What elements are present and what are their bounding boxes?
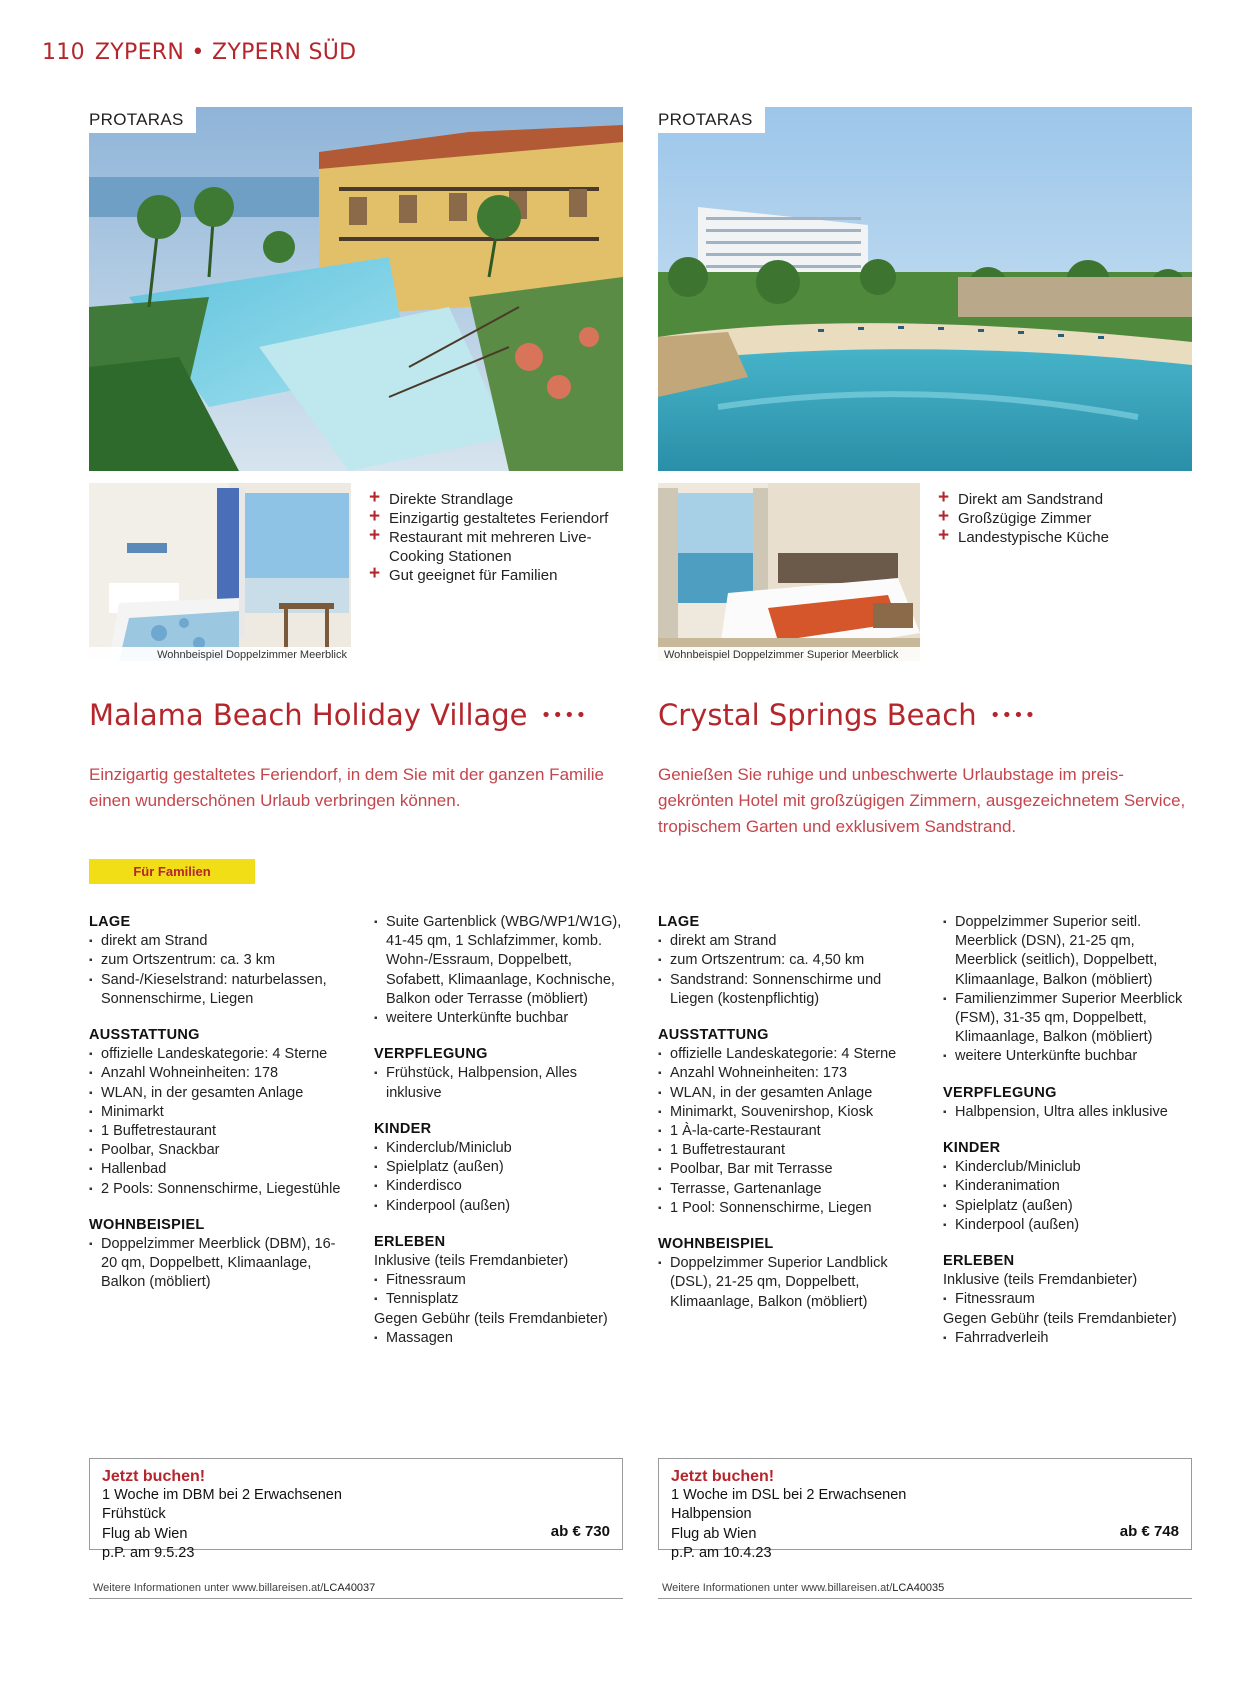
booking-line: Frühstück	[102, 1506, 166, 1523]
section-title: KINDER	[374, 1120, 432, 1137]
booking-box[interactable]	[89, 1458, 623, 1561]
list-item: ▪ Kinderclub/Miniclub	[943, 1158, 1198, 1177]
section-title: ERLEBEN	[943, 1253, 1015, 1270]
hotel-name	[89, 698, 587, 732]
booking-line: 1 Woche im DBM bei 2 Erwachsenen	[102, 1487, 342, 1504]
price: ab € 730	[550, 1522, 610, 1540]
list-item: ▪ Minimarkt, Souvenirshop, Kiosk	[658, 1103, 920, 1122]
page-number: 110	[42, 40, 85, 65]
highlights-list	[938, 490, 1198, 547]
section-title: LAGE	[658, 914, 700, 930]
list-item: ▪ Halbpension, Ultra alles inklusive	[943, 1103, 1198, 1122]
section-wohnbeispiel-cont	[943, 913, 1198, 1067]
room-photo	[89, 483, 351, 661]
list-item: ▪ zum Ortszentrum: ca. 3 km	[89, 951, 351, 970]
list-item: ▪ Suite Gartenblick (WBG/WP1/W1G), 41-45 qm, 1 Schlafzimmer, komb. Wohn-/Essraum, Doppelbett, Sofabett, Klimaanlage, Kochnische, Balkon oder Terrasse (möbliert)	[374, 913, 629, 1009]
list-item: ▪ Kinderanimation	[943, 1177, 1198, 1196]
list-item: ▪ weitere Unterkünfte buchbar	[943, 1047, 1198, 1066]
list-item: ▪ 1 À-la-carte-Restaurant	[658, 1122, 920, 1141]
list-item: ▪ Sandstrand: Sonnenschirme und Liegen (kostenpflichtig)	[658, 971, 920, 1009]
highlights-list	[369, 490, 629, 585]
more-info-line	[658, 1582, 1192, 1599]
booking-line: p.P. am 9.5.23	[102, 1544, 195, 1561]
list-item: ▪ Sand-/Kieselstrand: naturbelassen, Sonnenschirme, Liegen	[89, 971, 351, 1009]
facts-column-2	[374, 913, 629, 1365]
section-title: AUSSTATTUNG	[89, 1027, 200, 1044]
list-item: ▪ Doppelzimmer Superior seitl. Meerblick (DSN), 21-25 qm, Meerblick (seitlich), Doppelbett, Klimaanlage, Balkon (möbliert)	[943, 913, 1198, 990]
section-ausstattung	[658, 1026, 920, 1218]
list-item: ▪ Poolbar, Snackbar	[89, 1141, 351, 1160]
list-item: ▪ Minimarkt	[89, 1103, 351, 1122]
price: ab € 748	[1119, 1522, 1179, 1540]
highlight-item: + Einzigartig gestaltetes Feriendorf	[369, 509, 629, 528]
list-item: ▪ Spielplatz (außen)	[943, 1197, 1198, 1216]
erleben-inclusive-label: Inklusive (teils Fremdanbieter)	[943, 1272, 1138, 1289]
book-now-cta[interactable]: Jetzt buchen!	[671, 1468, 775, 1485]
hotel-intro: Einzigartig gestaltetes Feriendorf, in dem Sie mit der ganzen Familie einen wunderschönen Urlaub verbringen können.	[89, 765, 604, 810]
section-title: AUSSTATTUNG	[658, 1027, 769, 1044]
facts-column-1	[658, 913, 920, 1329]
location-tag: PROTARAS	[658, 107, 765, 133]
list-item: ▪ Poolbar, Bar mit Terrasse	[658, 1160, 920, 1179]
list-item: ▪ 1 Buffetrestaurant	[89, 1122, 351, 1141]
highlight-item: + Großzügige Zimmer	[938, 509, 1198, 528]
erleben-fee-label: Gegen Gebühr (teils Fremdanbieter)	[374, 1310, 608, 1327]
offer-code[interactable]: LCA40035	[892, 1582, 945, 1594]
room-photo	[658, 483, 920, 661]
facts-column-1	[89, 913, 351, 1310]
hero-photo-resort-pool	[89, 107, 623, 471]
erleben-inclusive-label: Inklusive (teils Fremdanbieter)	[374, 1253, 569, 1270]
star-rating: ••••	[989, 705, 1037, 726]
section-title: VERPFLEGUNG	[943, 1084, 1057, 1101]
section-wohnbeispiel	[89, 1216, 351, 1293]
hotel-intro: Genießen Sie ruhige und unbeschwerte Urlaubstage im preis-gekrönten Hotel mit großzügigen Zimmern, ausgezeichnetem Service, tropischem Garten und exklusivem Sandstrand.	[658, 765, 1186, 836]
booking-line: Flug ab Wien	[102, 1525, 188, 1542]
more-info-text: Weitere Informationen unter www.billareisen.at/	[662, 1582, 893, 1594]
booking-box[interactable]	[658, 1458, 1192, 1561]
highlight-item: + Restaurant mit mehreren Live-Cooking Stationen	[369, 528, 629, 566]
section-lage	[658, 913, 920, 1009]
section-title: LAGE	[89, 914, 131, 930]
section-verpflegung	[943, 1084, 1198, 1122]
highlight-item: + Gut geeignet für Familien	[369, 566, 629, 585]
list-item: ▪ Kinderpool (außen)	[943, 1216, 1198, 1235]
list-item: ▪ Kinderdisco	[374, 1177, 629, 1196]
book-now-cta[interactable]: Jetzt buchen!	[102, 1468, 206, 1485]
list-item: ▪ Fitnessraum	[943, 1290, 1198, 1309]
list-item: ▪ 1 Pool: Sonnenschirme, Liegen	[658, 1199, 920, 1218]
section-wohnbeispiel-cont	[374, 913, 629, 1028]
section-ausstattung	[89, 1026, 351, 1199]
list-item: ▪ Frühstück, Halbpension, Alles inklusive	[374, 1064, 629, 1102]
list-item: ▪ Kinderclub/Miniclub	[374, 1139, 629, 1158]
section-erleben	[374, 1233, 629, 1348]
section-title: ERLEBEN	[374, 1233, 446, 1250]
offer-code[interactable]: LCA40037	[323, 1582, 376, 1594]
more-info-text: Weitere Informationen unter www.billareisen.at/	[93, 1582, 324, 1594]
more-info-line	[89, 1582, 623, 1599]
booking-line: p.P. am 10.4.23	[671, 1544, 772, 1561]
star-rating: ••••	[540, 705, 588, 726]
location-tag: PROTARAS	[89, 107, 196, 133]
hotel-card-crystal-springs	[658, 0, 1192, 1687]
list-item: ▪ Hallenbad	[89, 1160, 351, 1179]
section-kinder	[374, 1120, 629, 1216]
list-item: ▪ Anzahl Wohneinheiten: 173	[658, 1064, 920, 1083]
list-item: ▪ direkt am Strand	[89, 932, 351, 951]
list-item: ▪ offizielle Landeskategorie: 4 Sterne	[89, 1045, 351, 1064]
list-item: ▪ Kinderpool (außen)	[374, 1197, 629, 1216]
hotel-name-text: Crystal Springs Beach	[658, 698, 977, 732]
section-title: WOHNBEISPIEL	[89, 1216, 205, 1233]
erleben-fee-label: Gegen Gebühr (teils Fremdanbieter)	[943, 1310, 1177, 1327]
section-wohnbeispiel	[658, 1235, 920, 1312]
section-title: KINDER	[943, 1140, 1001, 1157]
hotel-name-text: Malama Beach Holiday Village	[89, 698, 528, 732]
section-title: VERPFLEGUNG	[374, 1046, 488, 1063]
page-title: ZYPERN • ZYPERN SÜD	[94, 40, 357, 65]
list-item: ▪ Anzahl Wohneinheiten: 178	[89, 1064, 351, 1083]
hotel-name	[658, 698, 1036, 732]
list-item: ▪ Familienzimmer Superior Meerblick (FSM), 31-35 qm, Doppelbett, Klimaanlage, Balkon (möbliert)	[943, 990, 1198, 1048]
list-item: ▪ Massagen	[374, 1329, 629, 1348]
family-badge: Für Familien	[89, 859, 255, 884]
list-item: ▪ weitere Unterkünfte buchbar	[374, 1009, 629, 1028]
list-item: ▪ WLAN, in der gesamten Anlage	[658, 1084, 920, 1103]
booking-line: Halbpension	[671, 1506, 752, 1523]
list-item: ▪ 2 Pools: Sonnenschirme, Liegestühle	[89, 1180, 351, 1199]
list-item: ▪ offizielle Landeskategorie: 4 Sterne	[658, 1045, 920, 1064]
list-item: ▪ Fitnessraum	[374, 1271, 629, 1290]
list-item: ▪ WLAN, in der gesamten Anlage	[89, 1084, 351, 1103]
list-item: ▪ Fahrradverleih	[943, 1329, 1198, 1348]
booking-line: 1 Woche im DSL bei 2 Erwachsenen	[671, 1487, 907, 1504]
list-item: ▪ Doppelzimmer Meerblick (DBM), 16-20 qm, Doppelbett, Klimaanlage, Balkon (möbliert)	[89, 1235, 351, 1293]
list-item: ▪ Spielplatz (außen)	[374, 1158, 629, 1177]
section-verpflegung	[374, 1045, 629, 1103]
list-item: ▪ Terrasse, Gartenanlage	[658, 1180, 920, 1199]
room-caption: Wohnbeispiel Doppelzimmer Superior Meerblick	[658, 647, 920, 663]
room-caption: Wohnbeispiel Doppelzimmer Meerblick	[89, 647, 351, 663]
list-item: ▪ zum Ortszentrum: ca. 4,50 km	[658, 951, 920, 970]
section-erleben	[943, 1252, 1198, 1348]
section-title: WOHNBEISPIEL	[658, 1236, 774, 1253]
highlight-item: + Landestypische Küche	[938, 528, 1198, 547]
hero-photo-beach-hotel	[658, 107, 1192, 471]
section-kinder	[943, 1139, 1198, 1235]
section-lage	[89, 913, 351, 1009]
booking-line: Flug ab Wien	[671, 1525, 757, 1542]
list-item: ▪ 1 Buffetrestaurant	[658, 1141, 920, 1160]
hotel-card-malama	[89, 0, 623, 1687]
highlight-item: + Direkt am Sandstrand	[938, 490, 1198, 509]
list-item: ▪ Doppelzimmer Superior Landblick (DSL), 21-25 qm, Doppelbett, Klimaanlage, Balkon (möbliert)	[658, 1254, 920, 1312]
list-item: ▪ direkt am Strand	[658, 932, 920, 951]
facts-column-2	[943, 913, 1198, 1365]
highlight-item: + Direkte Strandlage	[369, 490, 629, 509]
list-item: ▪ Tennisplatz	[374, 1290, 629, 1309]
